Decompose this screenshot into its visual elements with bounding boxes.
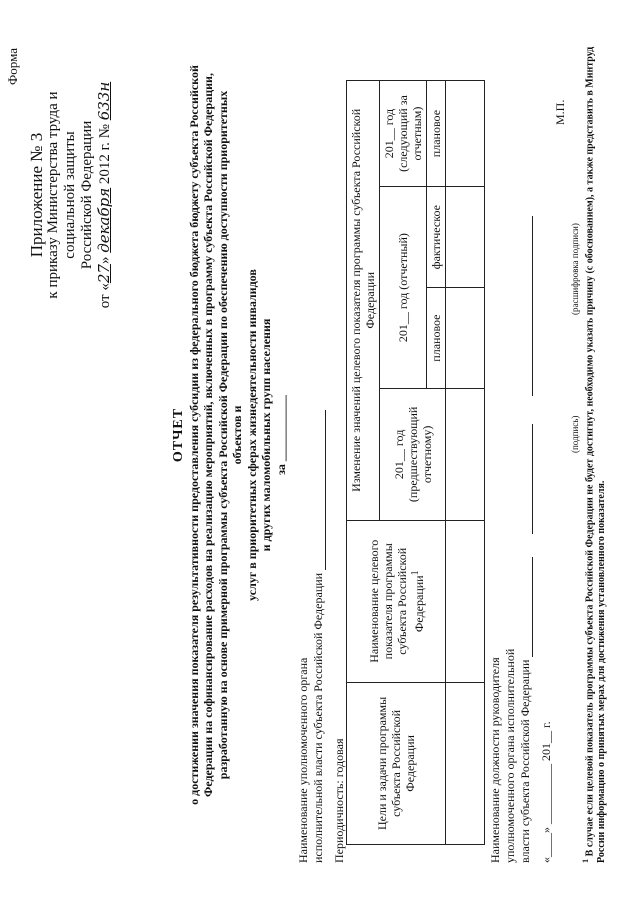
order-number: 633н [95,81,113,121]
footnote [580,43,608,863]
col-indicator-header: Наименование целевого показателя программы субъекта Российской Федерации$^1$ [347,520,446,682]
signatory-line-2: уполномоченного органа исполнительной [503,648,517,863]
order-date-line [96,45,114,345]
col-next-planned: плановое [427,81,446,187]
table-cell[interactable] [446,187,485,288]
signature-fill-line [520,424,533,534]
date-month: декабря [95,187,113,253]
report-title-line-1: о достижении значения показателя результативности предоставления субсидии из федерального бюджета бюджету субъекта Российской [186,65,201,805]
report-title-line-2: Федерации на софинансирование расходов на реализацию мероприятий, включенных в программу субъекта Российской Федерации, [201,73,215,797]
footnote-text: В случае если целевой показатель программы субъекта Российской Федерации не будет достигнут, необходимо указать причину (с обоснованием), а также представить в Минтруд России информацию о принятых мерах для достижения установленного показателя. [584,46,608,863]
date-day: 27 [95,264,113,284]
table-cell[interactable] [446,682,485,844]
appendix-line-2: социальной защиты [62,131,78,259]
stamp-place: М.П. [553,99,567,125]
signatory-line-1: Наименование должности руководителя [488,657,502,863]
form-label: Форма [5,48,20,85]
footnote-number: 1 [581,858,590,863]
report-title-line-4: услуг в приоритетных сферах жизнедеятельности инвалидов [244,269,259,601]
table-cell[interactable] [446,81,485,187]
appendix-header [28,45,114,345]
report-title: ОТЧЕТ [171,407,186,463]
report-title-line-3: разработанную на основе примерной программы субъекта Российской Федерации по обеспечению доступности приоритетных объектов и [215,90,244,780]
date-year: 2012 г. № [97,120,113,188]
col-prev-year: 201__ год (предшествующий отчетному) [380,389,446,521]
table-cell[interactable] [446,288,485,389]
col-current-planned: плановое [427,288,446,389]
table-cell[interactable] [446,520,485,682]
date-mid: » [97,252,113,265]
table-cell[interactable] [446,389,485,521]
name-caption: (расшифровка подписи) [570,223,580,315]
footnote-ref: 1 [409,570,421,576]
col-goals-header: Цели и задачи программы субъекта Российской Федерации [347,682,446,844]
date-prefix: от « [97,283,113,309]
periodicity: Периодичность: годовая [332,738,346,863]
col-current-year: 201__ год (отчетный) [380,187,427,389]
signature-block [488,216,554,863]
org-label-line-1: Наименование уполномоченного органа [296,657,310,863]
name-fill-line [520,216,533,396]
table-row [446,81,485,845]
signatory-line-3: власти субъекта Российской Федерации [518,659,532,863]
sign-date: «____» __________ 201__ г. [539,721,553,863]
appendix-title: Приложение № 3 [27,132,46,258]
organization-block [296,410,326,863]
appendix-line-3: Российской Федерации [79,120,95,270]
report-title-block [172,65,288,805]
appendix-line-1: к приказу Министерства труда и [45,91,61,299]
report-period: за ___________ [273,395,288,475]
position-fill-line [520,557,533,657]
signature-caption: (подпись) [570,415,580,453]
report-title-line-5: и других маломобильных групп населения [259,318,273,552]
org-label-line-2: исполнительной власти субъекта Российской Федерации [311,572,325,863]
col-current-actual: фактическое [427,187,446,288]
indicator-table [346,80,485,845]
org-fill-line [313,410,326,570]
col-next-year: 201__ год (следующий за отчетным) [380,81,427,187]
group-header: Изменение значений целевого показателя программы субъекта Российской Федерации [347,81,380,521]
